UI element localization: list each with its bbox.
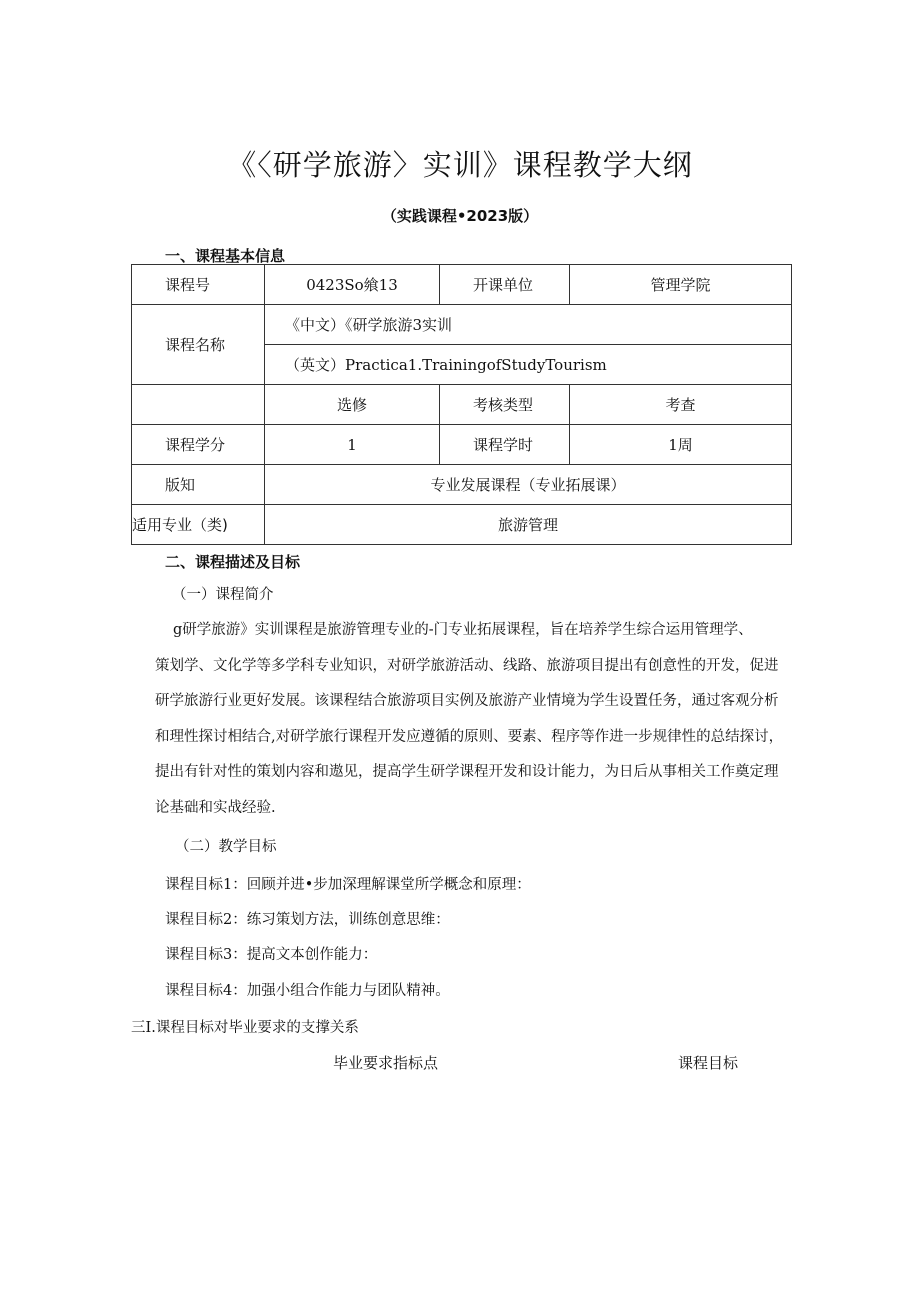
table-row (132, 265, 792, 305)
subheading-intro: （一）课程简介 (172, 587, 274, 603)
course-no-label: 课程号 (132, 265, 265, 305)
intro-line: g研学旅游》实训课程是旅游管理专业的-门专业拓展课程，旨在培养学生综合运用管理学、 (173, 622, 753, 638)
table-row (132, 385, 792, 425)
unit-label: 开课单位 (440, 265, 570, 305)
empty-cell (132, 385, 265, 425)
course-no-value: 0423So飨13 (265, 265, 440, 305)
table-row (132, 465, 792, 505)
course-nature-value: 选修 (265, 385, 440, 425)
intro-line: 研学旅游行业更好发展。该课程结合旅游项目实例及旅游产业情境为学生设置任务，通过客观分析 (155, 693, 779, 709)
table-row (132, 505, 792, 545)
table-row (132, 425, 792, 465)
hours-value: 1周 (570, 425, 792, 465)
section-heading-basic-info: 一、课程基本信息 (165, 247, 286, 265)
intro-line: 论基础和实战经验. (155, 799, 276, 816)
hours-label: 课程学时 (440, 425, 570, 465)
major-value: 旅游管理 (265, 505, 792, 545)
column-header-goals: 课程目标 (678, 1054, 739, 1072)
goal-item: 课程目标3：提高文本创作能力： (165, 947, 378, 963)
subheading-goals: （二）教学目标 (175, 839, 277, 855)
column-header-requirements: 毕业要求指标点 (333, 1054, 439, 1072)
course-name-en: （英文）Practica1.TrainingofStudyTourism (265, 345, 792, 385)
document-subtitle: （实践课程•2023版） (381, 207, 539, 225)
credits-label: 课程学分 (132, 425, 265, 465)
goal-item: 课程目标1：回顾并进•步加深理解课堂所学概念和原理： (165, 877, 531, 893)
section-heading-support: 三I.课程目标对毕业要求的支撑关系 (131, 1020, 359, 1036)
unit-value: 管理学院 (570, 265, 792, 305)
course-name-label: 课程名称 (132, 305, 265, 385)
credits-value: 1 (265, 425, 440, 465)
course-name-cn: 《中文）《研学旅游3实训 (265, 305, 792, 345)
exam-type-label: 考核类型 (440, 385, 570, 425)
course-info-table (131, 264, 792, 545)
document-title: 《〈研学旅游〉实训》课程教学大纲 (227, 148, 693, 182)
goal-item: 课程目标2：练习策划方法，训练创意思维： (165, 912, 450, 928)
intro-line: 提出有针对性的策划内容和遨见，提高学生研学课程开发和设计能力，为日后从事相关工作奠定理 (155, 764, 779, 780)
intro-paragraph (155, 613, 795, 826)
exam-type-value: 考查 (570, 385, 792, 425)
intro-line: 和理性探讨相结合,对研学旅行课程开发应遵循的原则、要素、程序等作进一步规律性的总结探讨， (155, 728, 784, 745)
table-row (132, 305, 792, 345)
goal-item: 课程目标4：加强小组合作能力与团队精神。 (165, 983, 450, 999)
major-label: 适用专业（类) (132, 505, 265, 545)
section-heading-description: 二、课程描述及目标 (165, 553, 301, 571)
intro-line: 策划学、文化学等多学科专业知识，对研学旅游活动、线路、旅游项目提出有创意性的开发，促进 (155, 657, 779, 674)
category-label: 版知 (132, 465, 265, 505)
category-value: 专业发展课程（专业拓展课） (265, 465, 792, 505)
